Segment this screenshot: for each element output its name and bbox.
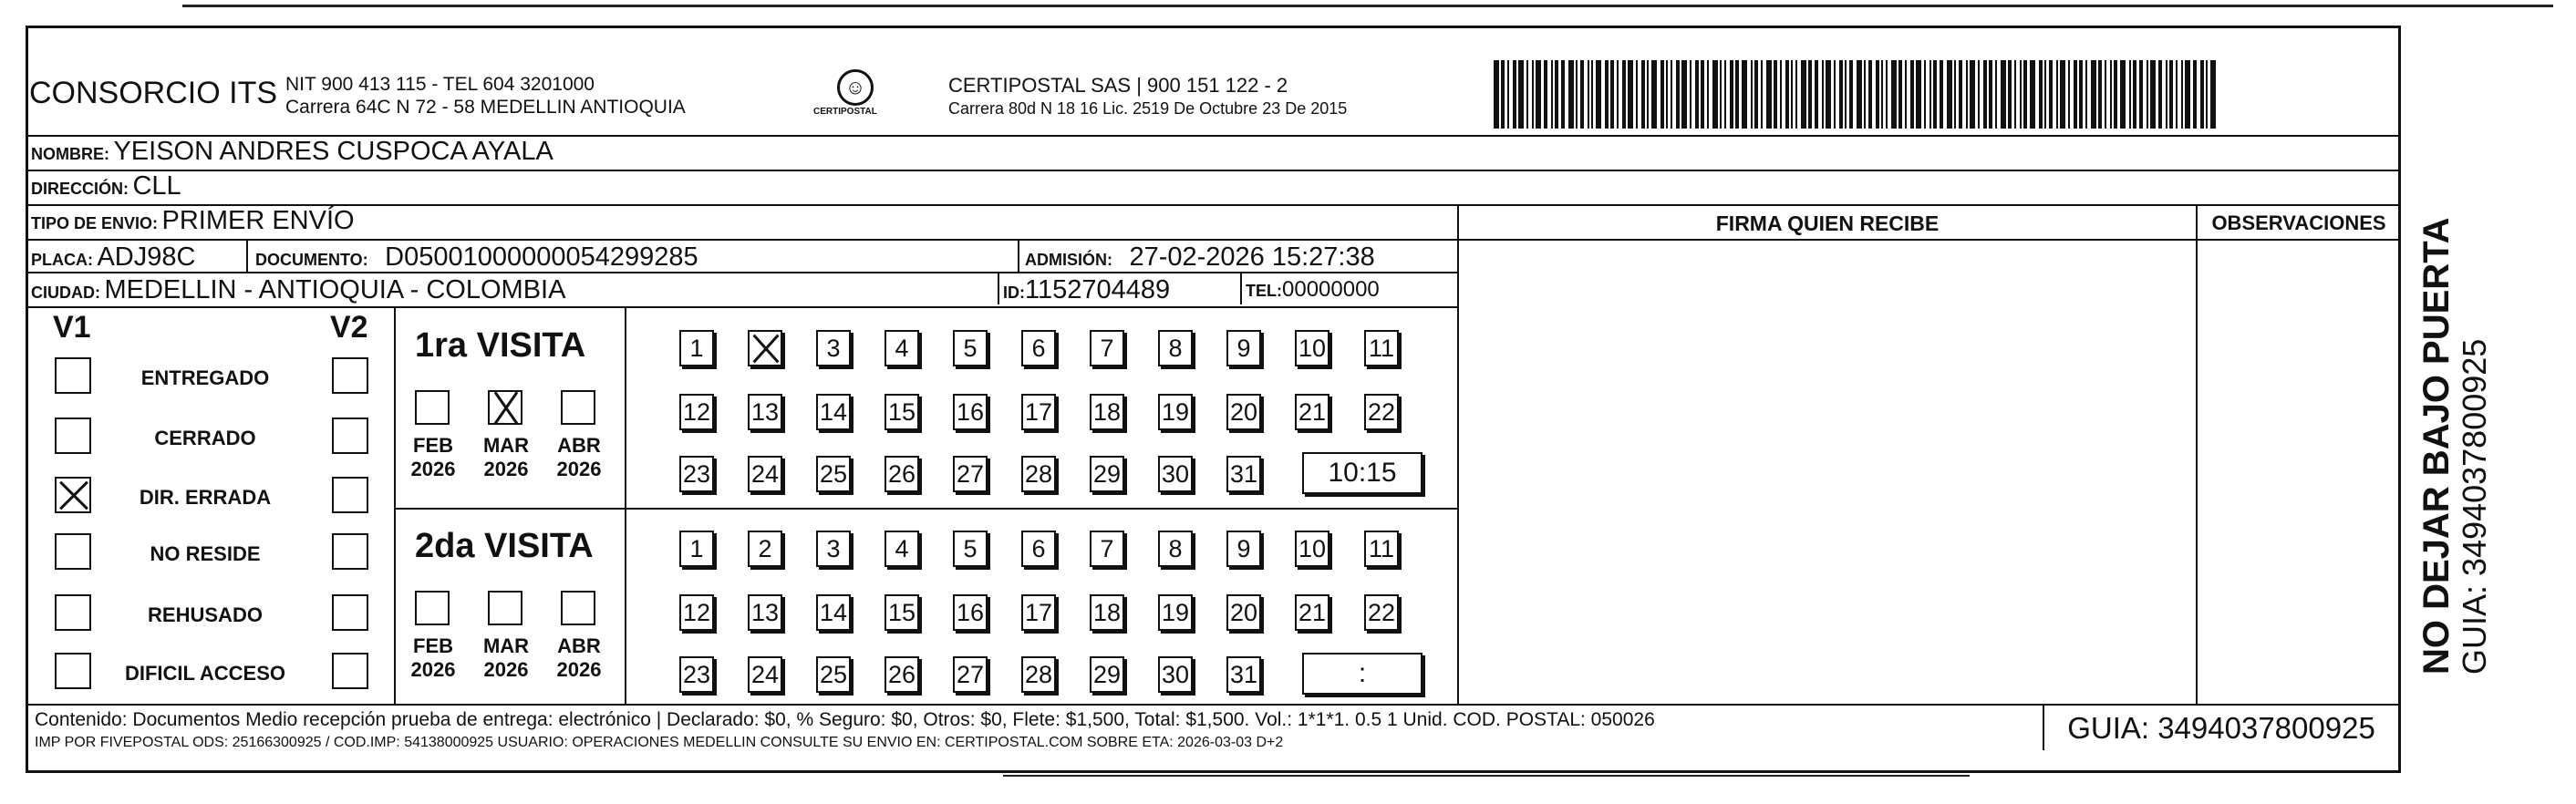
barcode-bar bbox=[2169, 60, 2173, 129]
barcode-bar bbox=[1849, 60, 1853, 129]
day-box[interactable]: 19 bbox=[1158, 394, 1193, 430]
barcode-bar bbox=[1891, 60, 1897, 129]
day-box[interactable]: 9 bbox=[1226, 531, 1261, 567]
visit-divider bbox=[394, 508, 1457, 510]
barcode-bar bbox=[2210, 60, 2216, 129]
barcode-bar bbox=[1701, 60, 1704, 129]
day-box[interactable]: 8 bbox=[1158, 531, 1193, 567]
day-box[interactable]: 22 bbox=[1364, 594, 1399, 631]
company-name: CONSORCIO ITS bbox=[29, 76, 278, 110]
day-box[interactable]: 20 bbox=[1226, 394, 1261, 430]
day-box[interactable]: 5 bbox=[953, 330, 988, 366]
day-box[interactable]: 11 bbox=[1364, 531, 1399, 567]
tipo-value: PRIMER ENVÍO bbox=[161, 206, 355, 235]
barcode-bar bbox=[2056, 60, 2058, 129]
barcode-bar bbox=[1857, 60, 1862, 129]
barcode-bar bbox=[1815, 60, 1818, 129]
day-box[interactable]: 2 bbox=[748, 531, 782, 567]
v1-checkbox[interactable] bbox=[55, 357, 91, 394]
barcode-bar bbox=[1970, 60, 1975, 129]
month-label: FEB bbox=[413, 634, 453, 657]
day-box[interactable] bbox=[748, 330, 782, 366]
barcode-bar bbox=[1628, 60, 1633, 129]
barcode-bar bbox=[2114, 60, 2117, 129]
v1-checkbox[interactable] bbox=[55, 533, 91, 570]
company-nit-tel: NIT 900 413 115 - TEL 604 3201000 bbox=[285, 74, 595, 95]
ciudad-value: MEDELLIN - ANTIOQUIA - COLOMBIA bbox=[104, 275, 566, 304]
day-box[interactable]: 11 bbox=[1364, 330, 1399, 366]
status-label: DIFICIL ACCESO bbox=[124, 662, 285, 685]
status-divider bbox=[394, 308, 396, 704]
day-box[interactable]: 23 bbox=[679, 456, 714, 492]
day-box[interactable]: 24 bbox=[748, 456, 782, 492]
barcode-bar bbox=[1647, 60, 1649, 129]
day-box[interactable]: 23 bbox=[679, 656, 714, 693]
barcode-bar bbox=[2139, 60, 2143, 129]
barcode-bar bbox=[1605, 60, 1609, 129]
divider bbox=[1240, 273, 1242, 304]
nombre-value: YEISON ANDRES CUSPOCA AYALA bbox=[113, 137, 553, 166]
day-box[interactable]: 7 bbox=[1090, 330, 1124, 366]
v1-checkbox[interactable] bbox=[55, 594, 91, 631]
day-box[interactable]: 21 bbox=[1295, 394, 1329, 430]
barcode-bar bbox=[1681, 60, 1687, 129]
day-box[interactable]: 26 bbox=[885, 456, 919, 492]
barcode-bar bbox=[1954, 60, 1956, 129]
barcode-bar bbox=[1518, 60, 1524, 129]
barcode-bar bbox=[1513, 60, 1516, 129]
barcode-bar bbox=[2206, 60, 2208, 129]
divider bbox=[1018, 241, 1019, 272]
company-address: Carrera 64C N 72 - 58 MEDELLIN ANTIOQUIA bbox=[285, 97, 686, 118]
barcode-bar bbox=[1989, 60, 1992, 129]
barcode-bar bbox=[1808, 60, 1812, 129]
id-row bbox=[1003, 273, 1170, 311]
barcode-bar bbox=[1494, 60, 1499, 129]
barcode-bar bbox=[1839, 60, 1843, 129]
barcode bbox=[1494, 60, 2223, 129]
barcode-bar bbox=[1636, 60, 1638, 129]
footer-contenido: Contenido: Documentos Medio recepción prueba de entrega: electrónico | Declarado: $0, % Seguro: $0, Otros: $0, Flete: $1,500, Total: $1,500. Vol.: 1*1*1. 0.5 1 Unid. COD. POSTAL: 050026 bbox=[35, 709, 1655, 730]
v2-checkbox[interactable] bbox=[332, 594, 368, 631]
top-rule bbox=[182, 5, 2553, 7]
barcode-bar bbox=[2200, 60, 2204, 129]
day-box[interactable]: 4 bbox=[885, 330, 919, 366]
barcode-bar bbox=[1591, 60, 1593, 129]
day-box[interactable]: 19 bbox=[1158, 594, 1193, 631]
footer-imp-info: IMP POR FIVEPOSTAL ODS: 25166300925 / COD.IMP: 54138000925 USUARIO: OPERACIONES MEDELLIN CONSULTE SU ENVIO EN: CERTIPOSTAL.COM SOBRE ETA: 2026-03-03 D+2 bbox=[35, 735, 1284, 750]
day-box[interactable]: 25 bbox=[816, 456, 851, 492]
day-box[interactable]: 26 bbox=[885, 656, 919, 693]
month-label: ABR bbox=[557, 634, 601, 657]
barcode-bar bbox=[1801, 60, 1806, 129]
v2-checkbox[interactable] bbox=[332, 417, 368, 454]
barcode-bar bbox=[2001, 60, 2006, 129]
placa-label: PLACA: bbox=[31, 251, 93, 269]
barcode-bar bbox=[1905, 60, 1907, 129]
barcode-bar bbox=[2039, 60, 2043, 129]
day-box[interactable]: 1 bbox=[679, 330, 714, 366]
day-box[interactable]: 12 bbox=[679, 594, 714, 631]
tipo-label: TIPO DE ENVIO: bbox=[31, 214, 159, 232]
barcode-bar bbox=[1868, 60, 1872, 129]
month-checkbox[interactable] bbox=[415, 390, 450, 425]
month-year: 2026 bbox=[483, 658, 529, 681]
barcode-bar bbox=[1886, 60, 1888, 129]
barcode-bar bbox=[1780, 60, 1782, 129]
barcode-bar bbox=[2079, 60, 2083, 129]
footer-guia: GUIA: 3494037800925 bbox=[2043, 705, 2398, 750]
barcode-bar bbox=[1651, 60, 1657, 129]
barcode-bar bbox=[1822, 60, 1824, 129]
barcode-bar bbox=[1532, 60, 1534, 129]
barcode-bar bbox=[1995, 60, 1997, 129]
barcode-bar bbox=[1596, 60, 1601, 129]
day-box[interactable]: 17 bbox=[1021, 394, 1056, 430]
day-box[interactable]: 18 bbox=[1090, 594, 1124, 631]
bottom-rule bbox=[1003, 775, 1970, 777]
day-box[interactable]: 21 bbox=[1295, 594, 1329, 631]
barcode-bar bbox=[2014, 60, 2016, 129]
rule bbox=[26, 204, 2401, 206]
barcode-bar bbox=[1580, 60, 1584, 129]
barcode-bar bbox=[2008, 60, 2012, 129]
divider bbox=[246, 241, 248, 272]
barcode-bar bbox=[1617, 60, 1619, 129]
day-box[interactable]: 16 bbox=[953, 394, 988, 430]
barcode-bar bbox=[1576, 60, 1578, 129]
day-box[interactable]: 31 bbox=[1226, 456, 1261, 492]
barcode-bar bbox=[2185, 60, 2190, 129]
barcode-bar bbox=[1940, 60, 1943, 129]
barcode-bar bbox=[1881, 60, 1883, 129]
barcode-bar bbox=[1724, 60, 1726, 129]
barcode-bar bbox=[1761, 60, 1763, 129]
day-box[interactable]: 25 bbox=[816, 656, 851, 693]
barcode-bar bbox=[2049, 60, 2053, 129]
day-box[interactable]: 5 bbox=[953, 531, 988, 567]
visit-title: 2da VISITA bbox=[415, 527, 594, 565]
status-label: NO RESIDE bbox=[150, 542, 261, 565]
barcode-bar bbox=[1507, 60, 1509, 129]
visit-title: 1ra VISITA bbox=[415, 326, 586, 365]
barcode-bar bbox=[1751, 60, 1753, 129]
v1-checkbox[interactable] bbox=[55, 653, 91, 689]
certipostal-logo-icon: ☺ bbox=[837, 69, 874, 106]
day-box[interactable]: 27 bbox=[953, 456, 988, 492]
barcode-bar bbox=[1864, 60, 1866, 129]
barcode-bar bbox=[1551, 60, 1553, 129]
day-box[interactable]: 6 bbox=[1021, 330, 1056, 366]
barcode-bar bbox=[1834, 60, 1836, 129]
barcode-bar bbox=[2133, 60, 2136, 129]
nombre-label: NOMBRE: bbox=[31, 145, 109, 163]
v2-checkbox[interactable] bbox=[332, 477, 368, 513]
ciudad-row bbox=[31, 273, 565, 311]
barcode-bar bbox=[1947, 60, 1952, 129]
v2-checkbox[interactable] bbox=[332, 533, 368, 570]
month-checkbox[interactable] bbox=[488, 591, 522, 625]
barcode-bar bbox=[2085, 60, 2087, 129]
barcode-bar bbox=[2044, 60, 2046, 129]
barcode-bar bbox=[1641, 60, 1645, 129]
month-year: 2026 bbox=[410, 458, 456, 480]
v1-checkbox[interactable] bbox=[55, 417, 91, 454]
barcode-bar bbox=[1735, 60, 1739, 129]
courier-info bbox=[948, 73, 1347, 119]
barcode-bar bbox=[1660, 60, 1664, 129]
month-checkbox[interactable] bbox=[561, 591, 595, 625]
month-year: 2026 bbox=[556, 458, 602, 480]
barcode-bar bbox=[1959, 60, 1962, 129]
barcode-bar bbox=[1568, 60, 1574, 129]
id-value: 1152704489 bbox=[1025, 275, 1171, 304]
firma-column-divider bbox=[1457, 204, 1459, 704]
company-info bbox=[285, 73, 686, 119]
barcode-bar bbox=[1622, 60, 1626, 129]
admision-label: ADMISIÓN: bbox=[1025, 251, 1112, 269]
no-dejar-bajo-puerta: NO DEJAR BAJO PUERTA bbox=[2416, 217, 2457, 675]
barcode-bar bbox=[2074, 60, 2077, 129]
courier-name: CERTIPOSTAL SAS | 900 151 122 - 2 bbox=[948, 74, 1288, 97]
direccion-row bbox=[31, 170, 181, 207]
observaciones-label: OBSERVACIONES bbox=[2211, 211, 2386, 234]
tel-label: TEL: bbox=[1246, 282, 1282, 300]
barcode-bar bbox=[1754, 60, 1758, 129]
day-box[interactable]: 7 bbox=[1090, 531, 1124, 567]
barcode-bar bbox=[1671, 60, 1672, 129]
barcode-bar bbox=[1501, 60, 1505, 129]
admision-value: 27-02-2026 15:27:38 bbox=[1129, 242, 1375, 272]
firma-label: FIRMA QUIEN RECIBE bbox=[1715, 211, 1940, 235]
barcode-bar bbox=[2193, 60, 2197, 129]
v1-header: V1 bbox=[53, 310, 91, 345]
direccion-label: DIRECCIÓN: bbox=[31, 180, 129, 198]
month-year: 2026 bbox=[556, 658, 602, 681]
day-box[interactable]: 10 bbox=[1295, 531, 1329, 567]
barcode-bar bbox=[1742, 60, 1747, 129]
barcode-bar bbox=[1610, 60, 1614, 129]
rule bbox=[26, 306, 1457, 308]
placa-value: ADJ98C bbox=[97, 242, 196, 272]
month-label: ABR bbox=[557, 434, 601, 457]
month-label: MAR bbox=[482, 434, 530, 457]
barcode-bar bbox=[1795, 60, 1797, 129]
day-box[interactable]: 13 bbox=[748, 394, 782, 430]
documento-label: DOCUMENTO: bbox=[255, 251, 368, 269]
barcode-bar bbox=[1536, 60, 1541, 129]
barcode-bar bbox=[1720, 60, 1722, 129]
id-label: ID: bbox=[1003, 283, 1025, 302]
month-label: FEB bbox=[413, 434, 453, 457]
barcode-bar bbox=[2147, 60, 2148, 129]
barcode-bar bbox=[1916, 60, 1921, 129]
day-box[interactable]: 17 bbox=[1021, 594, 1056, 631]
barcode-bar bbox=[1676, 60, 1680, 129]
day-box[interactable]: 29 bbox=[1090, 656, 1124, 693]
barcode-bar bbox=[2023, 60, 2027, 129]
courier-license: Carrera 80d N 18 16 Lic. 2519 De Octubre 23 De 2015 bbox=[948, 99, 1348, 118]
day-box[interactable]: 24 bbox=[748, 656, 782, 693]
documento-value: D05001000000054299285 bbox=[385, 242, 698, 272]
month-label: MAR bbox=[482, 634, 530, 657]
visit-time[interactable]: : bbox=[1302, 653, 1422, 695]
barcode-bar bbox=[1791, 60, 1793, 129]
visit-time[interactable]: 10:15 bbox=[1302, 452, 1422, 494]
barcode-bar bbox=[1666, 60, 1668, 129]
month-year: 2026 bbox=[410, 658, 456, 681]
barcode-bar bbox=[1588, 60, 1589, 129]
barcode-bar bbox=[1983, 60, 1987, 129]
barcode-bar bbox=[1707, 60, 1709, 129]
status-label: REHUSADO bbox=[148, 603, 263, 626]
day-box[interactable]: 15 bbox=[885, 594, 919, 631]
barcode-bar bbox=[2105, 60, 2106, 129]
barcode-bar bbox=[1690, 60, 1691, 129]
day-box[interactable]: 8 bbox=[1158, 330, 1193, 366]
day-box[interactable]: 30 bbox=[1158, 456, 1193, 492]
status-label: DIR. ERRADA bbox=[139, 486, 272, 509]
barcode-bar bbox=[1712, 60, 1718, 129]
day-box[interactable]: 14 bbox=[816, 394, 851, 430]
day-box[interactable]: 13 bbox=[748, 594, 782, 631]
day-box[interactable]: 3 bbox=[816, 330, 851, 366]
day-box[interactable]: 30 bbox=[1158, 656, 1193, 693]
barcode-bar bbox=[2129, 60, 2131, 129]
barcode-bar bbox=[1933, 60, 1937, 129]
barcode-bar bbox=[2150, 60, 2156, 129]
barcode-bar bbox=[2020, 60, 2022, 129]
rule bbox=[26, 170, 2401, 171]
day-box[interactable]: 20 bbox=[1226, 594, 1261, 631]
barcode-bar bbox=[1929, 60, 1931, 129]
status-label: CERRADO bbox=[154, 427, 256, 449]
barcode-bar bbox=[2091, 60, 2096, 129]
divider bbox=[998, 273, 999, 304]
day-box[interactable]: 3 bbox=[816, 531, 851, 567]
barcode-bar bbox=[1526, 60, 1528, 129]
barcode-bar bbox=[1826, 60, 1831, 129]
barcode-bar bbox=[1555, 60, 1558, 129]
day-box[interactable]: 16 bbox=[953, 594, 988, 631]
day-box[interactable]: 4 bbox=[885, 531, 919, 567]
day-box[interactable]: 29 bbox=[1090, 456, 1124, 492]
barcode-bar bbox=[2110, 60, 2112, 129]
barcode-bar bbox=[1730, 60, 1733, 129]
barcode-bar bbox=[1766, 60, 1772, 129]
barcode-bar bbox=[1785, 60, 1789, 129]
month-checkbox[interactable] bbox=[488, 390, 522, 425]
barcode-bar bbox=[2158, 60, 2162, 129]
day-box[interactable]: 12 bbox=[679, 394, 714, 430]
day-box[interactable]: 1 bbox=[679, 531, 714, 567]
v2-checkbox[interactable] bbox=[332, 653, 368, 689]
barcode-bar bbox=[1845, 60, 1847, 129]
v2-checkbox[interactable] bbox=[332, 357, 368, 394]
v1-checkbox[interactable] bbox=[55, 477, 91, 513]
barcode-bar bbox=[2098, 60, 2102, 129]
tipo-row bbox=[31, 204, 355, 242]
nombre-row bbox=[31, 135, 553, 172]
v2-header: V2 bbox=[330, 310, 368, 345]
month-checkbox[interactable] bbox=[415, 591, 450, 625]
barcode-bar bbox=[1544, 60, 1547, 129]
barcode-bar bbox=[2166, 60, 2167, 129]
month-checkbox[interactable] bbox=[561, 390, 595, 425]
barcode-bar bbox=[1924, 60, 1926, 129]
day-box[interactable]: 28 bbox=[1021, 456, 1056, 492]
logo-caption: CERTIPOSTAL bbox=[813, 107, 877, 117]
barcode-bar bbox=[2176, 60, 2178, 129]
barcode-bar bbox=[2181, 60, 2183, 129]
day-box[interactable]: 9 bbox=[1226, 330, 1261, 366]
tel-value: 00000000 bbox=[1282, 277, 1380, 302]
barcode-bar bbox=[1774, 60, 1777, 129]
barcode-bar bbox=[1978, 60, 1980, 129]
day-box[interactable]: 31 bbox=[1226, 656, 1261, 693]
barcode-bar bbox=[2060, 60, 2065, 129]
month-year: 2026 bbox=[483, 458, 529, 480]
day-box[interactable]: 28 bbox=[1021, 656, 1056, 693]
side-guia: GUIA: 3494037800925 bbox=[2456, 338, 2493, 675]
status-label: ENTREGADO bbox=[140, 366, 270, 389]
day-box[interactable]: 15 bbox=[885, 394, 919, 430]
barcode-bar bbox=[1910, 60, 1914, 129]
observaciones-column-divider bbox=[2196, 204, 2198, 704]
direccion-value: CLL bbox=[132, 171, 181, 201]
barcode-bar bbox=[1561, 60, 1565, 129]
barcode-bar bbox=[2068, 60, 2070, 129]
day-box[interactable]: 6 bbox=[1021, 531, 1056, 567]
day-box[interactable]: 27 bbox=[953, 656, 988, 693]
barcode-bar bbox=[1695, 60, 1699, 129]
day-box[interactable]: 18 bbox=[1090, 394, 1124, 430]
ciudad-label: CIUDAD: bbox=[31, 283, 100, 302]
barcode-bar bbox=[1876, 60, 1879, 129]
barcode-bar bbox=[2030, 60, 2035, 129]
months-divider bbox=[625, 308, 626, 704]
barcode-bar bbox=[1898, 60, 1902, 129]
tel-row bbox=[1246, 273, 1380, 309]
barcode-bar bbox=[1966, 60, 1968, 129]
day-box[interactable]: 22 bbox=[1364, 394, 1399, 430]
barcode-bar bbox=[2120, 60, 2126, 129]
side-notice bbox=[2416, 217, 2494, 675]
day-box[interactable]: 14 bbox=[816, 594, 851, 631]
day-box[interactable]: 10 bbox=[1295, 330, 1329, 366]
